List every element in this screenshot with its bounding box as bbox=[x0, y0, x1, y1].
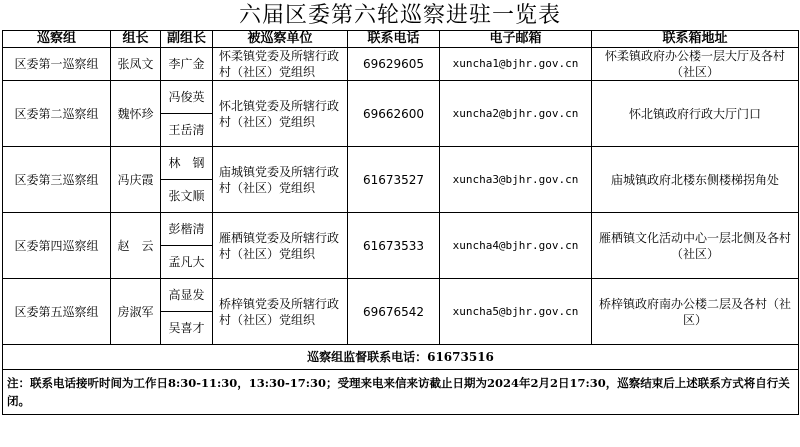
unit-cell: 怀柔镇党委及所辖行政村（社区）党组织 bbox=[213, 48, 348, 81]
phone-cell: 61673527 bbox=[348, 147, 440, 213]
inspection-table bbox=[2, 30, 799, 415]
deputy-cell: 李广金 bbox=[161, 48, 213, 81]
unit-cell: 雁栖镇党委及所辖行政村（社区）党组织 bbox=[213, 213, 348, 279]
table-row bbox=[3, 81, 799, 114]
deputy-cell: 林 钢 bbox=[161, 147, 213, 180]
group-cell: 区委第三巡察组 bbox=[3, 147, 111, 213]
unit-cell: 怀北镇党委及所辖行政村（社区）党组织 bbox=[213, 81, 348, 147]
phone-cell: 69629605 bbox=[348, 48, 440, 81]
note-row bbox=[3, 370, 799, 415]
deputy-cell: 高显发 bbox=[161, 279, 213, 312]
header-unit: 被巡察单位 bbox=[213, 31, 348, 48]
unit-cell: 庙城镇党委及所辖行政村（社区）党组织 bbox=[213, 147, 348, 213]
group-cell: 区委第五巡察组 bbox=[3, 279, 111, 345]
leader-cell: 赵 云 bbox=[111, 213, 161, 279]
table-row bbox=[3, 147, 799, 180]
phone-cell: 69662600 bbox=[348, 81, 440, 147]
address-cell: 雁栖镇文化活动中心一层北侧及各村（社区） bbox=[592, 213, 799, 279]
phone-cell: 61673533 bbox=[348, 213, 440, 279]
email-cell: xuncha2@bjhr.gov.cn bbox=[440, 81, 592, 147]
deputy-cell: 孟凡大 bbox=[161, 246, 213, 279]
address-cell: 桥梓镇政府南办公楼二层及各村（社区） bbox=[592, 279, 799, 345]
address-cell: 怀北镇政府行政大厅门口 bbox=[592, 81, 799, 147]
email-cell: xuncha3@bjhr.gov.cn bbox=[440, 147, 592, 213]
leader-cell: 冯庆霞 bbox=[111, 147, 161, 213]
email-cell: xuncha1@bjhr.gov.cn bbox=[440, 48, 592, 81]
address-cell: 怀柔镇政府办公楼一层大厅及各村（社区） bbox=[592, 48, 799, 81]
leader-cell: 张凤文 bbox=[111, 48, 161, 81]
deputy-cell: 王岳清 bbox=[161, 114, 213, 147]
header-address: 联系箱地址 bbox=[592, 31, 799, 48]
supervision-phone: 巡察组监督联系电话：61673516 bbox=[3, 345, 799, 370]
header-leader: 组长 bbox=[111, 31, 161, 48]
email-cell: xuncha5@bjhr.gov.cn bbox=[440, 279, 592, 345]
table-row bbox=[3, 279, 799, 312]
page-title: 六届区委第六轮巡察进驻一览表 bbox=[238, 3, 561, 28]
header-row bbox=[3, 31, 799, 48]
header-email: 电子邮箱 bbox=[440, 31, 592, 48]
deputy-cell: 吴喜才 bbox=[161, 312, 213, 345]
unit-cell: 桥梓镇党委及所辖行政村（社区）党组织 bbox=[213, 279, 348, 345]
group-cell: 区委第一巡察组 bbox=[3, 48, 111, 81]
deputy-cell: 张文顺 bbox=[161, 180, 213, 213]
phone-cell: 69676542 bbox=[348, 279, 440, 345]
supervision-row bbox=[3, 345, 799, 370]
header-phone: 联系电话 bbox=[348, 31, 440, 48]
leader-cell: 房淑军 bbox=[111, 279, 161, 345]
group-cell: 区委第二巡察组 bbox=[3, 81, 111, 147]
group-cell: 区委第四巡察组 bbox=[3, 213, 111, 279]
table-row bbox=[3, 213, 799, 246]
address-cell: 庙城镇政府北楼东侧楼梯拐角处 bbox=[592, 147, 799, 213]
email-cell: xuncha4@bjhr.gov.cn bbox=[440, 213, 592, 279]
deputy-cell: 冯俊英 bbox=[161, 81, 213, 114]
header-deputy: 副组长 bbox=[161, 31, 213, 48]
header-group: 巡察组 bbox=[3, 31, 111, 48]
deputy-cell: 彭楷清 bbox=[161, 213, 213, 246]
footnote: 注：联系电话接听时间为工作日8:30-11:30，13:30-17:30；受理来电来信来访截止日期为2024年2月2日17:30，巡察结束后上述联系方式将自行关闭。 bbox=[3, 370, 799, 415]
leader-cell: 魏怀珍 bbox=[111, 81, 161, 147]
